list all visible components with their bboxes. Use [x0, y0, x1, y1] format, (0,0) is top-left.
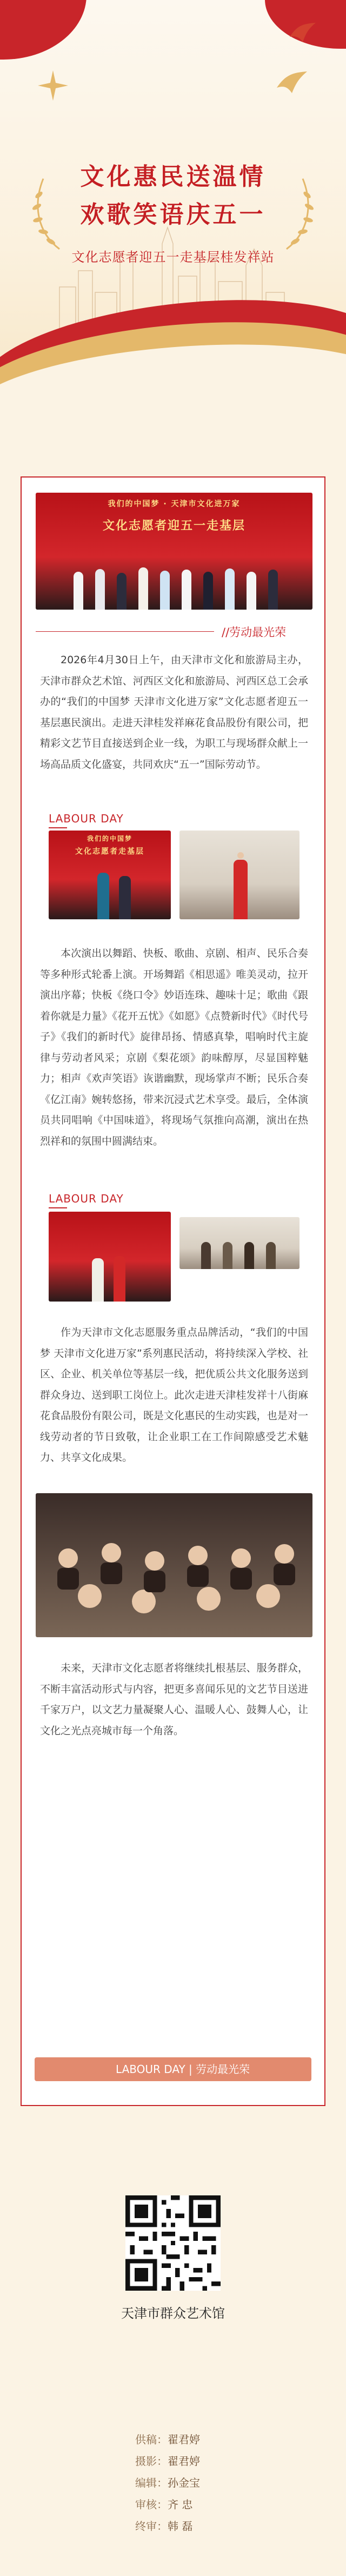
divider	[49, 827, 67, 828]
credit-value: 韩 磊	[168, 2520, 193, 2533]
article-card	[21, 476, 325, 2106]
credit-label: 编辑：	[135, 2476, 168, 2489]
page-subtitle: 文化志愿者迎五一走基层桂发祥站	[71, 250, 275, 265]
credit-value: 齐 忠	[168, 2498, 193, 2511]
credit-value: 翟君婷	[168, 2455, 200, 2468]
audience-illustration	[36, 1493, 312, 1637]
event-photo-left[interactable]	[49, 831, 171, 919]
labour-day-label: LABOUR DAY	[49, 812, 124, 825]
audience-photo[interactable]	[36, 1493, 312, 1637]
credit-label: 摄影：	[135, 2455, 168, 2468]
credit-row	[0, 2453, 346, 2468]
paragraph-1: 2026年4月30日上午，由天津市文化和旅游局主办，天津市群众艺术馆、河西区文化和旅游局、河西区总工会承办的“我们的中国梦 天津市文化进万家”文化志愿者迎五一基层惠民演出。走进天津桂发祥麻花食品股份有限公司，把精彩文艺节目直接送到企业一线，为职工与现场群众献上一场高品质文化盛宴，共同欢庆“五一”国际劳动节。	[40, 654, 308, 770]
credit-value: 孙金宝	[168, 2476, 200, 2489]
credit-row	[0, 2518, 346, 2533]
photo-stage-text: 文化志愿者迎五一走基层	[102, 519, 245, 533]
bird-icon	[275, 69, 309, 96]
event-photo-right[interactable]	[179, 1217, 300, 1269]
labour-day-label: LABOUR DAY	[49, 1192, 124, 1205]
paragraph-4: 未来，天津市文化志愿者将继续扎根基层、服务群众，不断丰富活动形式与内容，把更多喜闻乐见的文艺节目送进千家万户，以文艺力量凝聚人心、温暖人心、鼓舞人心，让文化之光点亮城市每一个角落。	[40, 1662, 308, 1737]
performance-photo[interactable]	[36, 493, 312, 610]
sparkle-icon	[37, 69, 69, 102]
page-title-line1: 文化惠民送温情	[80, 163, 266, 191]
credit-row	[0, 2431, 346, 2447]
qr-code-icon	[125, 2195, 221, 2291]
divider	[36, 631, 214, 632]
photo-text: 我们的中国梦	[86, 835, 132, 842]
paragraph-3: 作为天津市文化志愿服务重点品牌活动，“我们的中国梦 天津市文化进万家”系列惠民活动，将持续深入学校、社区、企业、机关单位等基层一线，把优质公共文化服务送到群众身边、送到职工岗位上。此次走进天津桂发祥十八街麻花食品股份有限公司，既是文化惠民的生动实践，也是对一线劳动者的节日致敬，让企业职工在工作间隙感受艺术魅力、共享文化成果。	[40, 1326, 308, 1463]
credit-row	[0, 2496, 346, 2512]
credit-row	[0, 2474, 346, 2490]
credit-label: 审核：	[135, 2498, 168, 2511]
page-title-line2: 欢歌笑语庆五一	[80, 201, 266, 228]
section-tag: //劳动最光荣	[222, 626, 287, 639]
corner-decoration	[0, 0, 86, 60]
divider	[49, 1207, 67, 1208]
photo-text: 文化志愿者走基层	[75, 847, 144, 856]
event-photo-left[interactable]	[49, 1212, 171, 1302]
event-photo-right[interactable]	[179, 831, 300, 919]
credit-label: 终审：	[135, 2520, 168, 2533]
paragraph-2: 本次演出以舞蹈、快板、歌曲、京剧、相声、民乐合奏等多种形式轮番上演。开场舞蹈《相思遥》唯美灵动，拉开演出序幕；快板《绕口令》妙语连珠、趣味十足；歌曲《跟着你就是力量》《花开五忧》《如愿》《点赞新时代》《时代号子》《我们的新时代》旋律昂扬、情感真挚，唱响时代主旋律与劳动者风采；京剧《梨花颂》韵味醇厚，尽显国粹魅力；相声《欢声笑语》诙谐幽默，现场掌声不断；民乐合奏《亿江南》婉转悠扬，带来沉浸式艺术享受。最后，全体演员共同唱响《中国味道》，将现场气氛推向高潮，演出在热烈祥和的氛围中圆满结束。	[40, 947, 308, 1147]
credit-value: 翟君婷	[168, 2433, 200, 2446]
qr-code[interactable]	[125, 2195, 221, 2291]
credit-label: 供稿：	[135, 2433, 168, 2446]
bird-icon	[288, 21, 318, 45]
footer-label-bar: LABOUR DAY | 劳动最光荣	[35, 2057, 311, 2081]
header-banner	[0, 0, 346, 411]
photo-banner-text: 我们的中国梦 · 天津市文化进万家	[108, 500, 241, 508]
organization-name: 天津市群众艺术馆	[121, 2306, 225, 2321]
